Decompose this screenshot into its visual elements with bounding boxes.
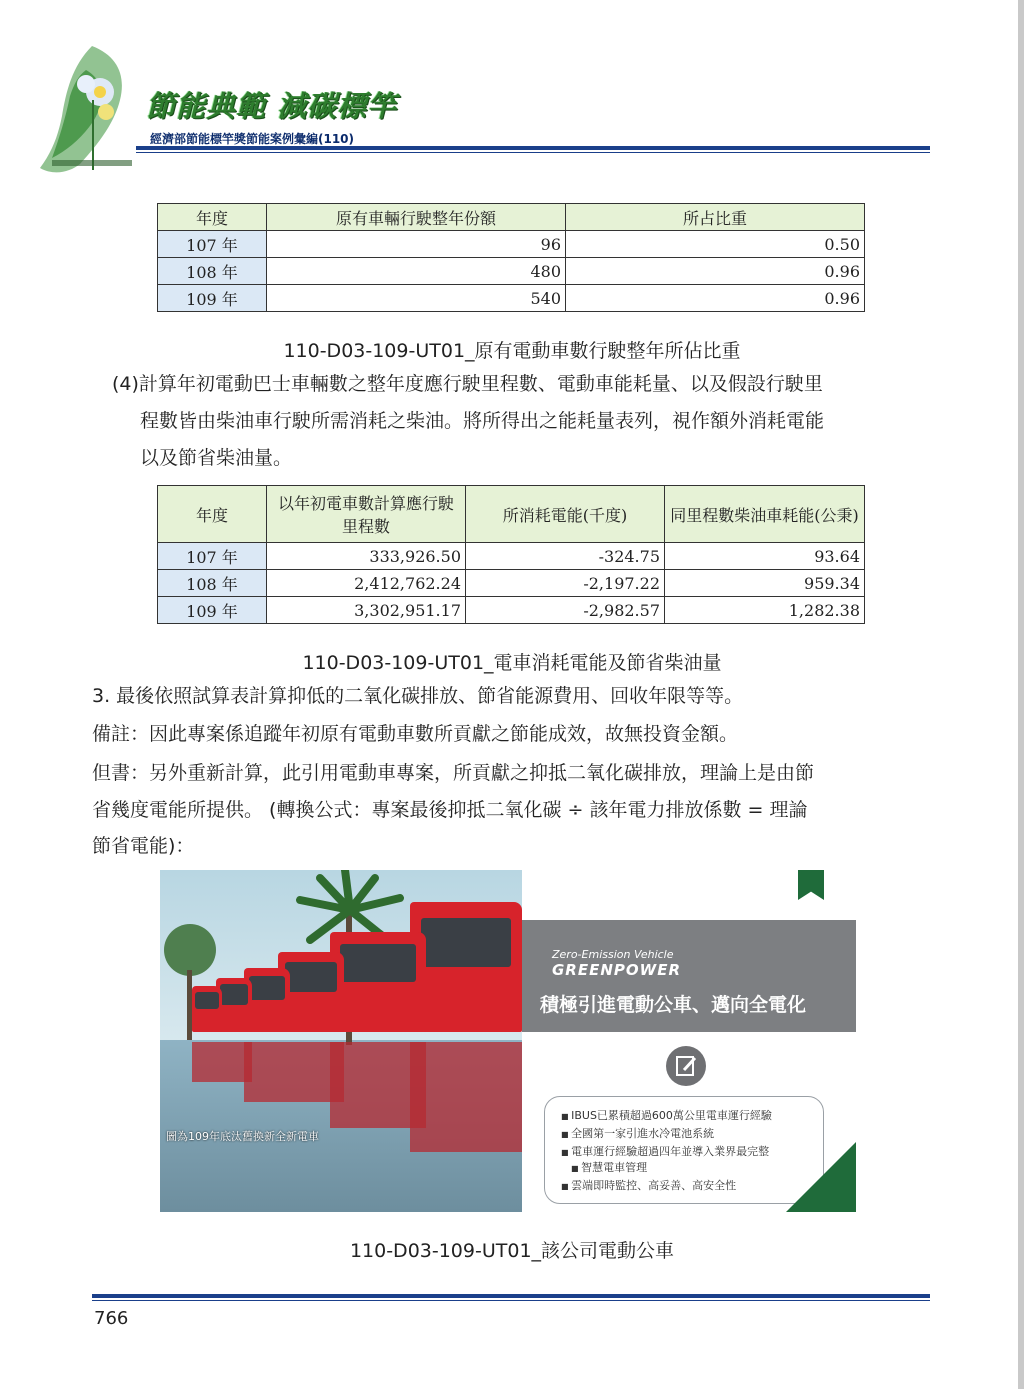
col-header-year: 年度 — [158, 204, 267, 231]
feature-item: ■ 電車運行經驗超過四年並導入業界最完整 — [561, 1145, 769, 1160]
feature-item: ■ IBUS已累積超過600萬公里電車運行經驗 — [561, 1109, 772, 1124]
bookmark-icon — [798, 870, 824, 900]
cell-value: 0.96 — [566, 258, 865, 285]
cell-year: 109 年 — [158, 285, 267, 312]
cell-value: 480 — [267, 258, 566, 285]
cell-year: 109 年 — [158, 597, 267, 624]
col-header-annual-share: 原有車輛行駛整年份額 — [267, 204, 566, 231]
slogan: 積極引進電動公車、邁向全電化 — [540, 994, 807, 1016]
cell-value: 2,412,762.24 — [267, 570, 466, 597]
header-rule-thin — [136, 152, 930, 153]
brand-title: 節能典範 減碳標竿 — [146, 89, 398, 123]
col-header-diesel: 同里程數柴油車耗能(公秉) — [665, 486, 865, 543]
table-row — [158, 258, 865, 285]
cell-year: 107 年 — [158, 231, 267, 258]
bus-reflection — [244, 1042, 344, 1102]
cell-value: -2,197.22 — [466, 570, 665, 597]
table-row — [158, 570, 865, 597]
brand-subtitle: 經濟部節能標竿獎節能案例彙編(110) — [150, 132, 355, 146]
energy-table — [157, 485, 865, 624]
taiwan-flower-logo — [22, 40, 162, 180]
table-header-row — [158, 204, 865, 231]
table-header-row — [158, 486, 865, 543]
electric-bus-photo — [160, 870, 522, 1212]
greenpower-panel — [522, 870, 856, 1212]
col-header-mileage: 以年初電車數計算應行駛里程數 — [267, 486, 466, 543]
proviso-line2: 省幾度電能所提供。 (轉換公式：專案最後抑抵二氧化碳 ÷ 該年電力排放係數 = 理論 — [92, 799, 808, 821]
paragraph-4-line3: 以及節省柴油量。 — [140, 447, 293, 469]
col-header-year: 年度 — [158, 486, 267, 543]
bus-reflection — [330, 1042, 426, 1128]
greenpower-logo: GREENPOWER — [552, 961, 681, 979]
table-row — [158, 285, 865, 312]
bus-reflection — [192, 1042, 252, 1082]
col-header-ratio: 所占比重 — [566, 204, 865, 231]
header-rule — [136, 146, 930, 150]
cell-year: 107 年 — [158, 543, 267, 570]
bus — [410, 902, 522, 1032]
paragraph-4-line1: (4)計算年初電動巴士車輛數之整年度應行駛里程數、電動車能耗量、以及假設行駛里 — [112, 373, 823, 395]
cell-value: -324.75 — [466, 543, 665, 570]
caption-table1: 110-D03-109-UT01_原有電動車數行駛整年所佔比重 — [283, 340, 741, 362]
cell-value: 1,282.38 — [665, 597, 865, 624]
vehicle-share-table — [157, 203, 865, 312]
cell-value: 333,926.50 — [267, 543, 466, 570]
proviso-line1: 但書：另外重新計算，此引用電動車專案，所貢獻之抑抵二氧化碳排放，理論上是由節 — [92, 762, 815, 784]
table-row — [158, 597, 865, 624]
page-number: 766 — [94, 1308, 129, 1329]
table-row — [158, 231, 865, 258]
bus — [330, 932, 426, 1032]
page-header — [0, 0, 1024, 190]
photo-caption: 圖為109年底汰舊換新全新電車 — [166, 1130, 319, 1143]
cell-value: -2,982.57 — [466, 597, 665, 624]
bus — [192, 986, 222, 1032]
proviso-line3: 節省電能)： — [92, 835, 195, 857]
caption-table2: 110-D03-109-UT01_電車消耗電能及節省柴油量 — [302, 652, 722, 674]
caption-photo: 110-D03-109-UT01_該公司電動公車 — [349, 1240, 675, 1262]
cell-value: 3,302,951.17 — [267, 597, 466, 624]
cell-value: 93.64 — [665, 543, 865, 570]
feature-item: ■ 全國第一家引進水冷電池系統 — [561, 1127, 714, 1142]
cell-value: 0.50 — [566, 231, 865, 258]
paragraph-4-line2: 程數皆由柴油車行駛所需消耗之柴油。將所得出之能耗量表列，視作額外消耗電能 — [140, 410, 825, 432]
note-line: 備註：因此專案係追蹤年初原有電動車數所貢獻之節能成效，故無投資金額。 — [92, 723, 739, 745]
cell-value: 959.34 — [665, 570, 865, 597]
cell-value: 0.96 — [566, 285, 865, 312]
edit-icon — [666, 1046, 706, 1086]
cell-value: 96 — [267, 231, 566, 258]
bus-reflection — [410, 1042, 522, 1152]
zev-label: Zero-Emission Vehicle — [552, 948, 674, 961]
feature-item: ■ 雲端即時監控、高妥善、高安全性 — [561, 1179, 736, 1194]
cell-value: 540 — [267, 285, 566, 312]
page-edge — [1018, 0, 1024, 1389]
footer-rule-thin — [92, 1300, 930, 1301]
feature-list — [544, 1096, 824, 1204]
footer-rule — [92, 1294, 930, 1298]
paragraph-3: 3. 最後依照試算表計算抑低的二氧化碳排放、節省能源費用、回收年限等等。 — [92, 685, 744, 707]
cell-year: 108 年 — [158, 570, 267, 597]
cell-year: 108 年 — [158, 258, 267, 285]
table-row — [158, 543, 865, 570]
col-header-electricity: 所消耗電能(千度) — [466, 486, 665, 543]
feature-item-cont: ■ 智慧電車管理 — [561, 1161, 647, 1176]
